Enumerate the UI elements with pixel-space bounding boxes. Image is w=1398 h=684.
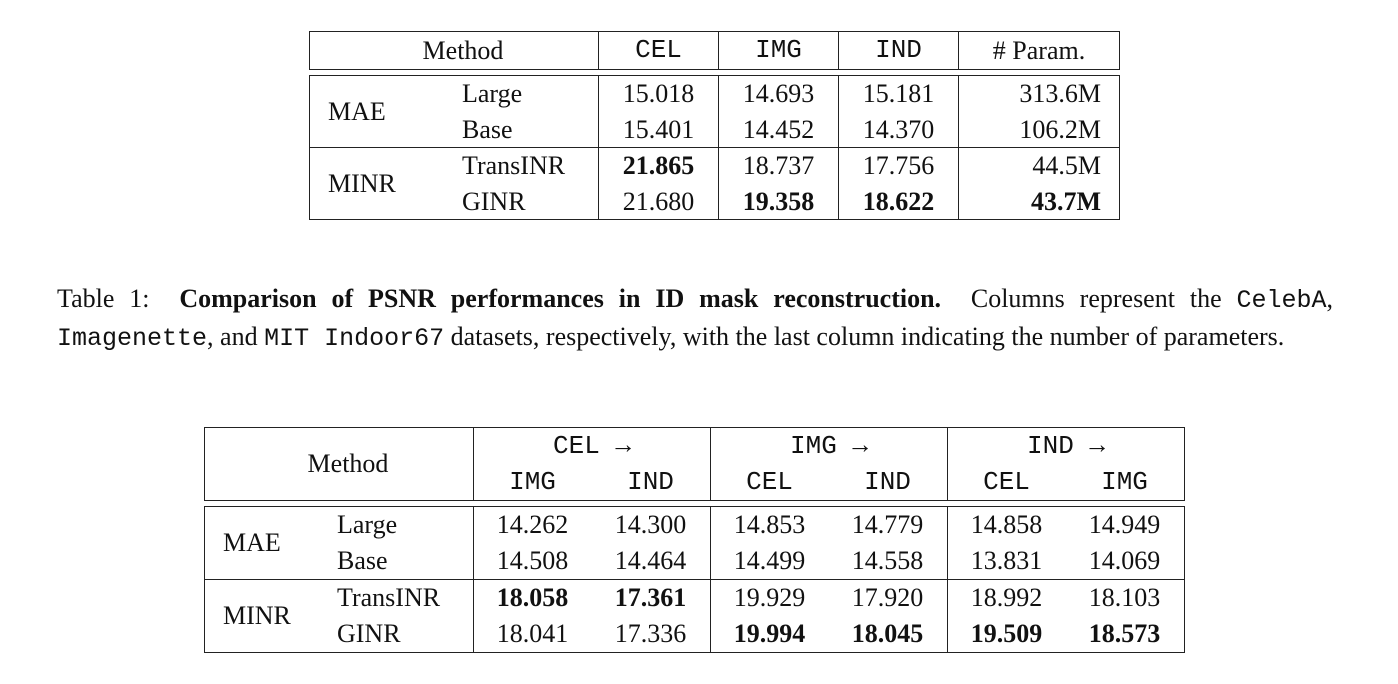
cell-img: 14.693 (719, 75, 839, 112)
table-row (204, 616, 1185, 653)
group-label-minr: MINR (309, 148, 462, 220)
cell-value: 18.992 (970, 583, 1043, 612)
subheader-img: IMG (1065, 464, 1185, 501)
subheader-cel: CEL (948, 464, 1065, 501)
cell-cel: 15.018 (599, 75, 719, 112)
cell-ind: 14.370 (839, 112, 959, 149)
psnr-table-id-reconstruction (309, 31, 1120, 220)
cell-cel: 21.680 (599, 184, 719, 221)
cell-value: 14.949 (1065, 506, 1185, 543)
caption-dataset-imagenette: Imagenette (57, 324, 208, 353)
cell-value-best: 18.573 (1065, 616, 1185, 653)
header-img: IMG (719, 31, 839, 70)
table-caption (57, 281, 1333, 357)
row-label: Large (462, 75, 599, 112)
header-cel: CEL (599, 31, 719, 70)
table-row (204, 543, 1185, 580)
caption-title: Comparison of PSNR performances in ID mask reconstruction. (179, 284, 942, 313)
cell-value: 14.300 (591, 506, 711, 543)
table-row (309, 75, 1120, 112)
caption-dataset-celeba: CelebA (1236, 286, 1327, 315)
row-label: GINR (337, 616, 474, 653)
caption-dataset-mit-indoor67: MIT Indoor67 (264, 324, 445, 353)
psnr-table-cross-domain (204, 427, 1185, 653)
cell-value: 14.069 (1065, 543, 1185, 580)
row-label: Base (462, 112, 599, 149)
subheader-img: IMG (474, 464, 591, 501)
caption-prefix: Table 1: (57, 284, 150, 313)
subheader-ind: IND (828, 464, 948, 501)
cell-value: 18.041 (474, 616, 591, 653)
group-label-mae: MAE (309, 75, 462, 148)
row-label: Base (337, 543, 474, 580)
cell-cel-best: 21.865 (599, 148, 719, 184)
caption-sep-2: , and (207, 322, 258, 351)
subheader-cel: CEL (711, 464, 828, 501)
group-label-minr: MINR (204, 580, 337, 653)
cell-value-best: 18.058 (496, 583, 569, 612)
row-label: GINR (462, 184, 599, 221)
row-label: TransINR (462, 148, 599, 184)
caption-text-2: datasets, respectively, with the last column indicating the number of parameters. (450, 322, 1285, 351)
cell-value: 14.853 (711, 506, 828, 543)
subheader-ind: IND (591, 464, 711, 501)
cell-value-best: 18.045 (828, 616, 948, 653)
cell-value: 18.103 (1065, 580, 1185, 616)
cell-value-best: 19.994 (711, 616, 828, 653)
table-row (309, 148, 1120, 184)
cell-param-best: 43.7M (959, 184, 1120, 221)
cell-value: 14.464 (591, 543, 711, 580)
cell-param: 313.6M (959, 75, 1120, 112)
caption-sep-1: , (1326, 284, 1334, 313)
cell-value-best: 19.509 (948, 616, 1065, 653)
cell-param: 44.5M (959, 148, 1120, 184)
cell-value: 14.779 (828, 506, 948, 543)
cell-ind-best: 18.622 (839, 184, 959, 221)
cell-ind: 15.181 (839, 75, 959, 112)
cell-param: 106.2M (959, 112, 1120, 149)
cell-img-best: 19.358 (719, 184, 839, 221)
cell-img: 18.737 (719, 148, 839, 184)
header-method: Method (204, 427, 474, 501)
table-header-row (309, 31, 1120, 70)
cell-value: 17.336 (591, 616, 711, 653)
row-label: Large (337, 506, 474, 543)
cell-value: 13.831 (948, 543, 1065, 580)
cell-img: 14.452 (719, 112, 839, 149)
row-label: TransINR (337, 580, 474, 616)
cell-value: 14.508 (474, 543, 591, 580)
table-header-row (204, 427, 1185, 464)
table-row (204, 506, 1185, 543)
cell-cel: 15.401 (599, 112, 719, 149)
cell-value: 17.920 (828, 580, 948, 616)
cell-ind: 17.756 (839, 148, 959, 184)
cell-value: 19.929 (733, 583, 806, 612)
cell-value: 14.858 (948, 506, 1065, 543)
header-group-cel: CEL → (474, 427, 711, 464)
cell-value: 14.558 (828, 543, 948, 580)
table-row (204, 580, 1185, 616)
cell-value: 14.262 (474, 506, 591, 543)
group-label-mae: MAE (204, 506, 337, 580)
header-group-ind: IND → (948, 427, 1185, 464)
header-group-img: IMG → (711, 427, 948, 464)
cell-value-best: 17.361 (591, 580, 711, 616)
header-param: # Param. (959, 31, 1120, 70)
header-method: Method (309, 31, 599, 70)
header-ind: IND (839, 31, 959, 70)
cell-value: 14.499 (711, 543, 828, 580)
caption-text-1: Columns represent the (970, 284, 1222, 313)
